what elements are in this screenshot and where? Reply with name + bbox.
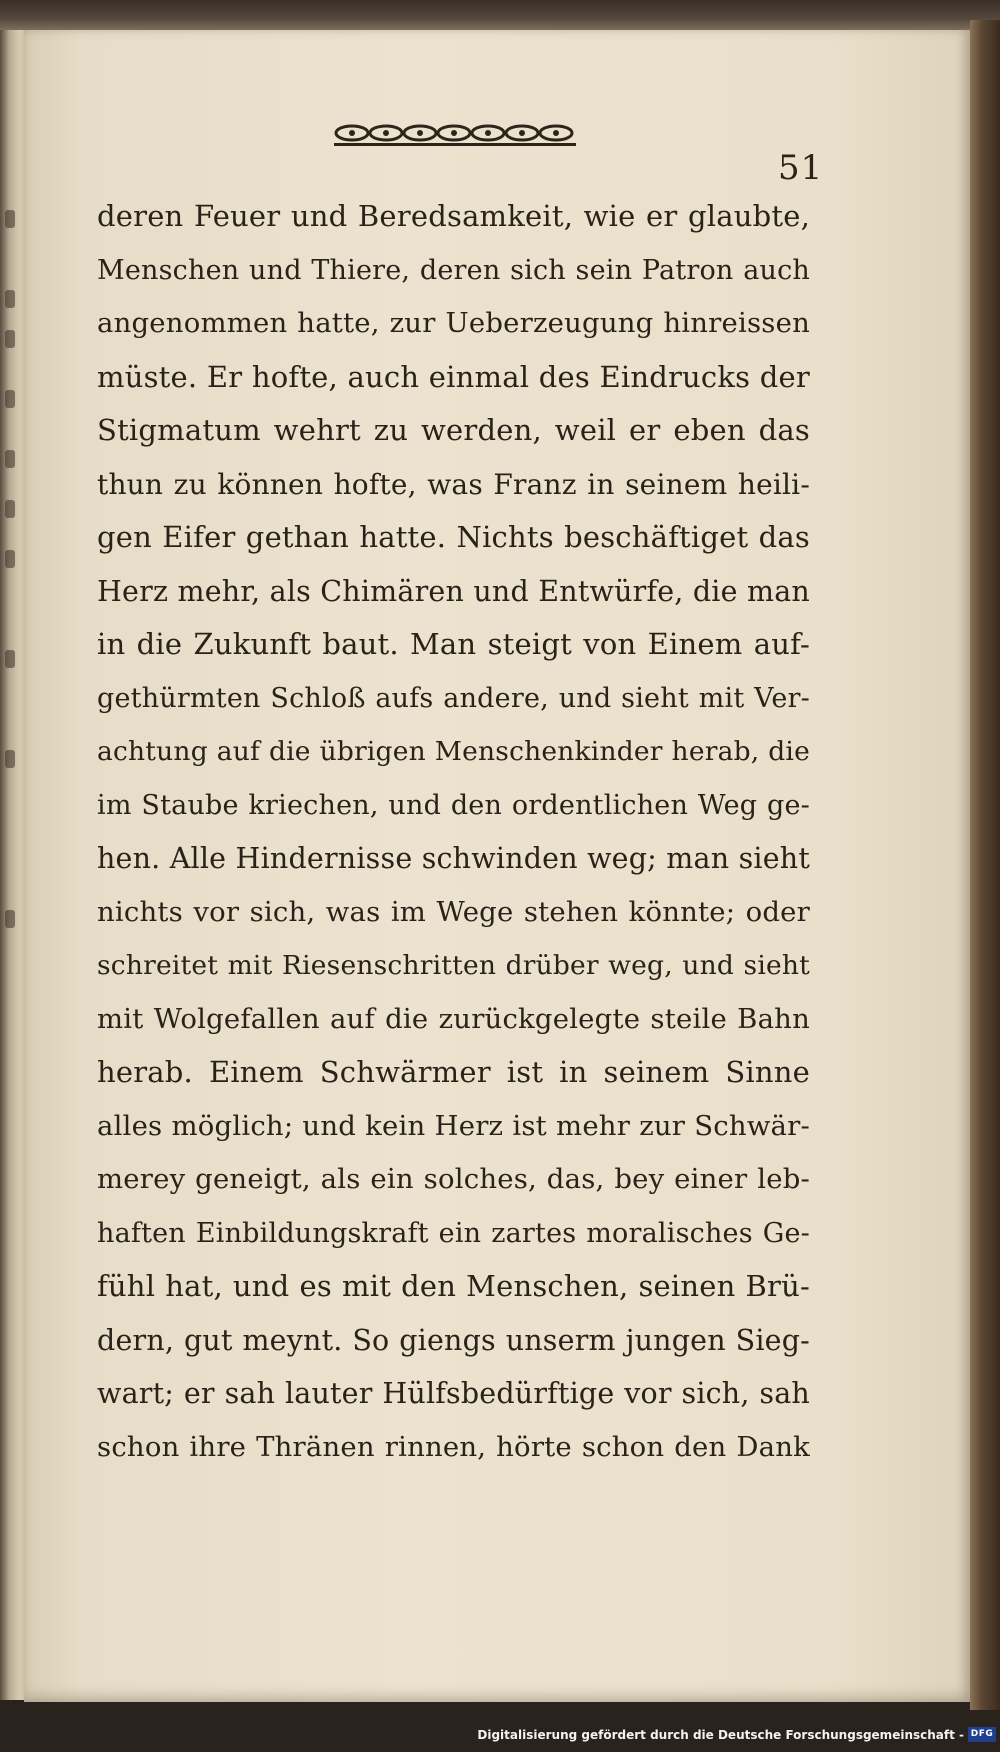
text-line: nichts vor sich, was im Wege stehen könnte; oder xyxy=(97,895,810,928)
ink-bleed-mark xyxy=(5,750,15,768)
text-line: mit Wolgefallen auf die zurückgelegte steile Bahn xyxy=(97,1002,810,1035)
page-number: 51 xyxy=(778,148,824,188)
text-line: Herz mehr, als Chimären und Entwürfe, die man xyxy=(97,574,810,608)
text-line: gethürmten Schloß aufs andere, und sieht mit Ver- xyxy=(97,682,810,714)
footer-bar xyxy=(0,1714,1000,1752)
previous-page-edge xyxy=(0,30,26,1700)
text-line: gen Eifer gethan hatte. Nichts beschäftiget das xyxy=(97,520,810,554)
text-line: Stigmatum wehrt zu werden, weil er eben das xyxy=(97,413,810,447)
book-top-edge xyxy=(0,0,1000,34)
ink-bleed-mark xyxy=(5,290,15,308)
ink-bleed-mark xyxy=(5,330,15,348)
ink-bleed-mark xyxy=(5,210,15,228)
text-line: alles möglich; und kein Herz ist mehr zur Schwär- xyxy=(97,1109,810,1142)
text-line: deren Feuer und Beredsamkeit, wie er glaubte, xyxy=(97,199,810,233)
text-line: herab. Einem Schwärmer ist in seinem Sinne xyxy=(97,1055,810,1089)
text-line: müste. Er hofte, auch einmal des Eindrucks der xyxy=(97,359,810,394)
text-line: haften Einbildungskraft ein zartes moralisches Ge- xyxy=(97,1217,810,1249)
text-line: wart; er sah lauter Hülfsbedürftige vor sich, sah xyxy=(97,1377,810,1410)
body-text xyxy=(97,190,810,1474)
text-line: fühl hat, und es mit den Menschen, seinen Brü- xyxy=(97,1269,810,1303)
ink-bleed-mark xyxy=(5,450,15,468)
text-line: achtung auf die übrigen Menschenkinder herab, die xyxy=(97,736,810,767)
ink-bleed-mark xyxy=(5,500,15,518)
decorative-header-ornament xyxy=(330,121,580,149)
dfg-logo: DFG xyxy=(968,1727,996,1742)
text-line: merey geneigt, als ein solches, das, bey einer leb- xyxy=(97,1163,810,1195)
text-line: dern, gut meynt. So giengs unserm jungen Sieg- xyxy=(97,1323,810,1357)
text-line: thun zu können hofte, was Franz in seinem heili- xyxy=(97,467,810,501)
text-line: in die Zukunft baut. Man steigt von Einem auf- xyxy=(97,627,810,661)
text-line: angenommen hatte, zur Ueberzeugung hinreissen xyxy=(97,307,810,339)
book-right-edge xyxy=(970,20,1000,1710)
text-line: schon ihre Thränen rinnen, hörte schon den Dank xyxy=(97,1430,810,1463)
ink-bleed-mark xyxy=(5,650,15,668)
ink-bleed-mark xyxy=(5,910,15,928)
text-line: im Staube kriechen, und den ordentlichen Weg ge- xyxy=(97,789,810,821)
ink-bleed-mark xyxy=(5,390,15,408)
text-line: hen. Alle Hindernisse schwinden weg; man sieht xyxy=(97,842,810,875)
ink-bleed-mark xyxy=(5,550,15,568)
text-line: Menschen und Thiere, deren sich sein Patron auch xyxy=(97,254,810,286)
digitization-credit: Digitalisierung gefördert durch die Deutsche Forschungsgemeinschaft - xyxy=(477,1728,964,1742)
text-line: schreitet mit Riesenschritten drüber weg, und sieht xyxy=(97,950,810,981)
